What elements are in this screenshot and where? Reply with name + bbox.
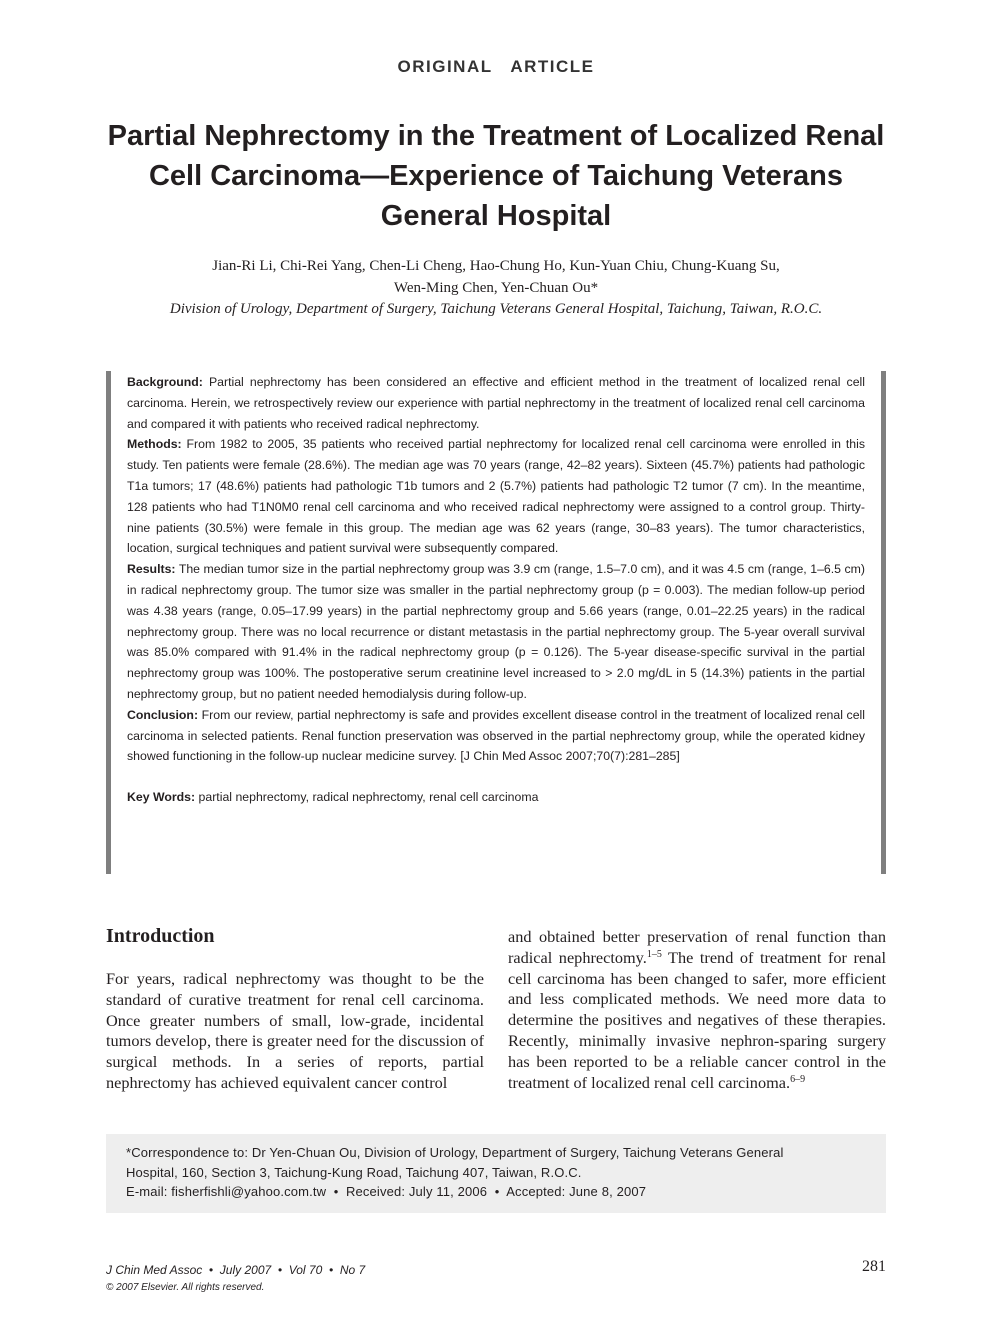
citation-ref-1: 1–5 xyxy=(646,948,662,960)
intro-right-text-2: The trend of treatment for renal cell carcinoma has been changed to safer, more efficient and less complicated methods. We need more data to determine the positives and negatives of these therapies. Recently, minimally invasive nephron-sparing surgery has been reported to be a reliable cancer control in the treatment of localized renal cell carcinoma. xyxy=(508,947,886,1092)
correspondence-box xyxy=(106,1134,886,1213)
correspondence-line-3: E-mail: fisherfishli@yahoo.com.tw • Received: July 11, 2006 • Accepted: June 8, 2007 xyxy=(126,1184,647,1199)
methods-label: Methods: xyxy=(127,437,182,452)
abstract-background xyxy=(127,372,865,434)
results-text: The median tumor size in the partial nephrectomy group was 3.9 cm (range, 1.5–7.0 cm), and it was 4.5 cm (range, 1–6.5 cm) in radical nephrectomy group. The tumor size was smaller in the partial nephrectomy group (p = 0.003). The median follow-up period was 4.38 years (range, 0.05–17.99 years) in the partial nephrectomy group and 5.66 years (range, 0.01–22.25 years) in the radical nephrectomy group. There was no local recurrence or distant metastasis in the partial nephrectomy group. The 5-year overall survival was 85.0% compared with 91.4% in the radical nephrectomy group (p = 0.126). The 5-year disease-specific survival in the partial nephrectomy group was 100%. The postoperative serum creatinine level increased to > 2.0 mg/dL in 5 (14.3%) patients in the partial nephrectomy group, but no patient needed hemodialysis during follow-up. xyxy=(127,562,865,701)
article-title: Partial Nephrectomy in the Treatment of Localized Renal Cell Carcinoma—Experience of Taichung Veterans General Hospital xyxy=(107,120,885,232)
abstract-results xyxy=(127,559,865,705)
introduction-heading: Introduction xyxy=(106,925,215,947)
authors-line-2: Wen-Ming Chen, Yen-Chuan Ou* xyxy=(393,280,599,296)
methods-text: From 1982 to 2005, 35 patients who received partial nephrectomy for localized renal cell carcinoma were enrolled in this study. Ten patients were female (28.6%). The median age was 70 years (range, 42–82 years). Sixteen (45.7%) patients had pathologic T1a tumors; 17 (48.6%) patients had pathologic T1b tumors and 2 (5.7%) patients had pathologic T2 tumor (7 cm). In the meantime, 128 patients who had T1N0M0 renal cell carcinoma and who received radical nephrectomy were assigned to a control group. Thirty-nine patients (30.5%) were female in this group. The median age was 62 years (range, 30–83 years). The tumor characteristics, location, surgical techniques and patient survival were subsequently compared. xyxy=(127,437,866,556)
journal-info: J Chin Med Assoc • July 2007 • Vol 70 • No 7 xyxy=(106,1263,366,1277)
footer-citation xyxy=(106,1260,365,1296)
background-label: Background: xyxy=(127,375,203,389)
abstract-methods xyxy=(127,434,865,559)
citation-ref-2: 6–9 xyxy=(790,1073,806,1085)
intro-right-text-1: and obtained better preservation of renal function than radical nephrectomy. xyxy=(508,927,886,967)
author-list xyxy=(140,255,852,299)
correspondence-line-1: *Correspondence to: Dr Yen-Chuan Ou, Division of Urology, Department of Surgery, Taichung Veterans General xyxy=(126,1145,784,1160)
keywords-text: partial nephrectomy, radical nephrectomy, renal cell carcinoma xyxy=(198,790,539,805)
page-number: 281 xyxy=(862,1258,886,1275)
background-text: Partial nephrectomy has been considered an effective and efficient method in the treatment of localized renal cell carcinoma. Herein, we retrospectively review our experience with partial nephrectomy in the treatment of localized renal cell carcinoma and compared it with patients who received radical nephrectomy. xyxy=(127,375,865,431)
conclusion-text: From our review, partial nephrectomy is safe and provides excellent disease control in the treatment of localized renal cell carcinoma in selected patients. Renal function preservation was observed in the partial nephrectomy group, while the operated kidney showed functioning in the follow-up nuclear medicine survey. [J Chin Med Assoc 2007;70(7):281–285] xyxy=(127,707,865,764)
intro-column-left xyxy=(106,969,484,1094)
section-label: ORIGINAL ARTICLE xyxy=(397,57,595,76)
copyright: © 2007 Elsevier. All rights reserved. xyxy=(106,1282,265,1293)
intro-paragraph-left: For years, radical nephrectomy was thought to be the standard of curative treatment for renal cell carcinoma. Once greater numbers of small, low-grade, incidental tumors develop, there is greater need for the discussion of surgical methods. In a series of reports, partial nephrectomy has achieved equivalent cancer control xyxy=(106,969,484,1092)
abstract-keywords xyxy=(127,787,865,808)
intro-paragraph-right xyxy=(508,927,886,1093)
affiliation: Division of Urology, Department of Surgery, Taichung Veterans General Hospital, Taichung, Taiwan, R.O.C. xyxy=(169,301,823,317)
authors-line-1: Jian-Ri Li, Chi-Rei Yang, Chen-Li Cheng, Hao-Chung Ho, Kun-Yuan Chiu, Chung-Kuang Su, xyxy=(212,258,780,274)
conclusion-label: Conclusion: xyxy=(127,707,199,722)
abstract-conclusion xyxy=(127,705,865,767)
abstract-box xyxy=(106,371,886,874)
results-label: Results: xyxy=(127,562,176,577)
correspondence-line-2: Hospital, 160, Section 3, Taichung-Kung Road, Taichung 407, Taiwan, R.O.C. xyxy=(126,1164,582,1180)
intro-column-right xyxy=(508,927,886,1093)
keywords-label: Key Words: xyxy=(127,790,196,805)
